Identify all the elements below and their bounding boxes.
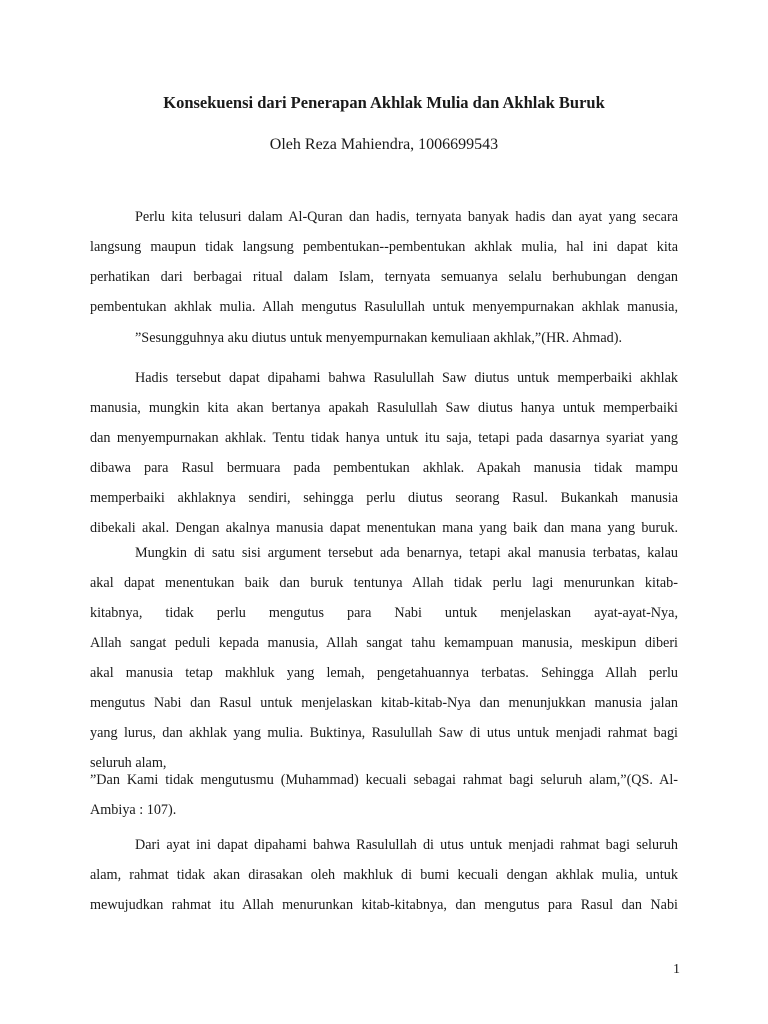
paragraph-line: pembentukan akhlak mulia. Allah mengutus Rasulullah untuk menyempurnakan akhlak manusia,: [90, 299, 678, 315]
quote-line: ”Sesungguhnya aku diutus untuk menyempurnakan kemuliaan akhlak,”(HR. Ahmad).: [135, 330, 622, 346]
paragraph-line: dibekali akal. Dengan akalnya manusia dapat menentukan mana yang baik dan mana yang buruk.: [90, 520, 678, 536]
quote-hadith: [90, 323, 678, 353]
paragraph-line: dibawa para Rasul bermuara pada pembentukan akhlak. Apakah manusia tidak mampu: [90, 460, 678, 476]
quote-line: Ambiya : 107).: [90, 802, 177, 818]
quote-line: ”Dan Kami tidak mengutusmu (Muhammad) kecuali sebagai rahmat bagi seluruh alam,”(QS. Al-: [90, 772, 678, 788]
quote-quran: [90, 765, 678, 825]
author-line: Oleh Reza Mahiendra, 1006699543: [269, 136, 499, 153]
paragraph-line: akal dapat menentukan baik dan buruk tentunya Allah tidak perlu lagi menurunkan kitab-: [90, 575, 678, 591]
paragraph-line: mengutus Nabi dan Rasul untuk menjelaskan kitab-kitab-Nya dan menunjukkan manusia jalan: [90, 695, 678, 711]
paragraph-3: [90, 538, 678, 778]
paragraph-line: dan menyempurnakan akhlak. Tentu tidak hanya untuk itu saja, tetapi pada dasarnya syariat yang: [90, 430, 678, 446]
paragraph-1: [90, 202, 678, 322]
paragraph-line: memperbaiki akhlaknya sendiri, sehingga perlu diutus seorang Rasul. Bukankah manusia: [90, 490, 678, 506]
paragraph-line: langsung maupun tidak langsung pembentukan--pembentukan akhlak mulia, hal ini dapat kita: [90, 239, 678, 255]
paragraph-line: Perlu kita telusuri dalam Al-Quran dan hadis, ternyata banyak hadis dan ayat yang secara: [135, 209, 678, 225]
paragraph-line: seluruh alam,: [90, 755, 167, 771]
paragraph-2: [90, 363, 678, 543]
document-title: Konsekuensi dari Penerapan Akhlak Mulia dan Akhlak Buruk: [163, 93, 605, 112]
paragraph-line: mewujudkan rahmat itu Allah menurunkan kitab-kitabnya, dan mengutus para Rasul dan Nabi: [90, 897, 678, 913]
paragraph-line: akal manusia tetap makhluk yang lemah, pengetahuannya terbatas. Sehingga Allah perlu: [90, 665, 678, 681]
paragraph-line: kitabnya, tidak perlu mengutus para Nabi untuk menjelaskan ayat-ayat-Nya,: [90, 605, 678, 621]
paragraph-line: Allah sangat peduli kepada manusia, Allah sangat tahu kemampuan manusia, meskipun diberi: [90, 635, 678, 651]
paragraph-line: manusia, mungkin kita akan bertanya apakah Rasulullah Saw diutus hanya untuk memperbaiki: [90, 400, 678, 416]
paragraph-line: alam, rahmat tidak akan dirasakan oleh makhluk di bumi kecuali dengan akhlak mulia, untuk: [90, 867, 678, 883]
paragraph-4: [90, 830, 678, 920]
paragraph-line: Hadis tersebut dapat dipahami bahwa Rasulullah Saw diutus untuk memperbaiki akhlak: [135, 370, 678, 386]
paragraph-line: Dari ayat ini dapat dipahami bahwa Rasulullah di utus untuk menjadi rahmat bagi seluruh: [135, 837, 678, 853]
page-number: 1: [673, 962, 680, 977]
paragraph-line: perhatikan dari berbagai ritual dalam Islam, ternyata semuanya selalu berhubungan dengan: [90, 269, 678, 285]
paragraph-line: Mungkin di satu sisi argument tersebut ada benarnya, tetapi akal manusia terbatas, kalau: [135, 545, 678, 561]
paragraph-line: yang lurus, dan akhlak yang mulia. Buktinya, Rasulullah Saw di utus untuk menjadi rahmat bagi: [90, 725, 678, 741]
